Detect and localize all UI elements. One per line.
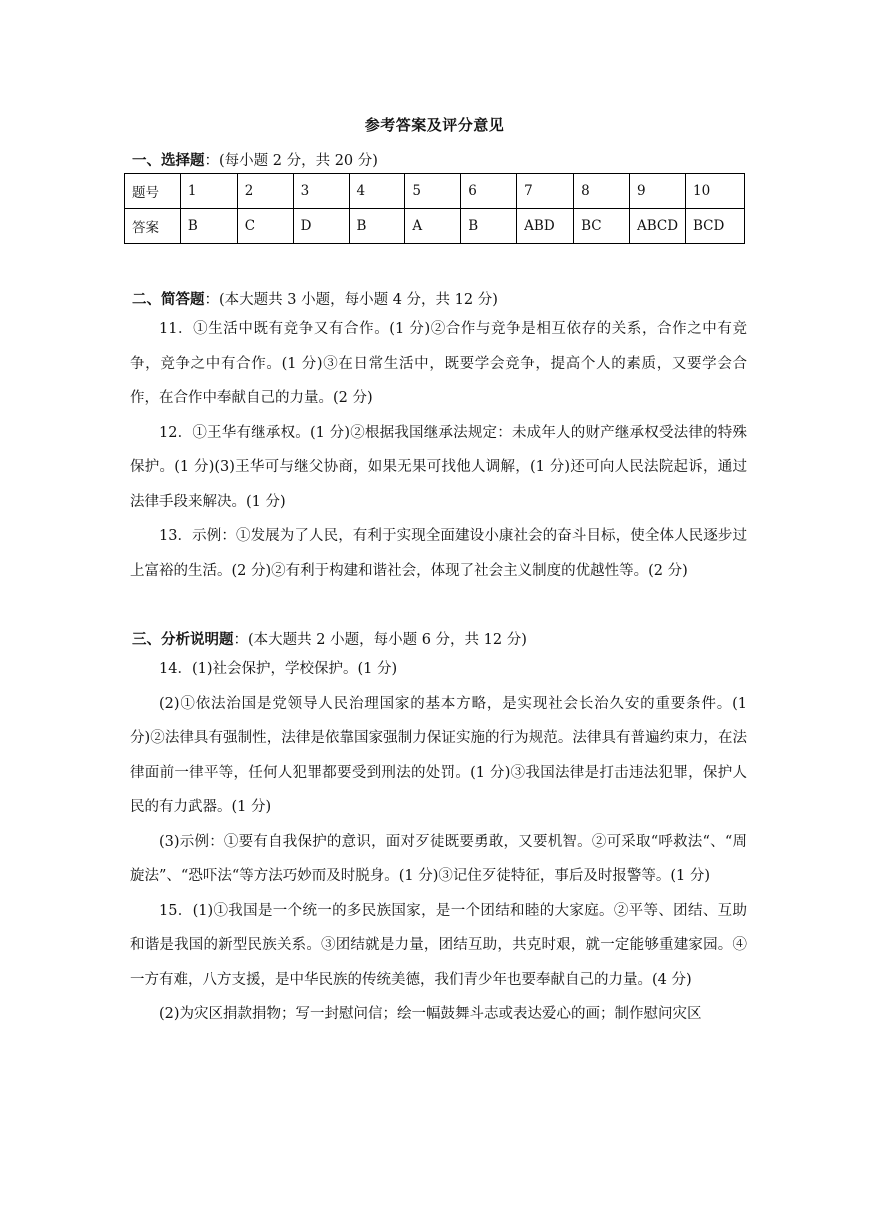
- answer-cell: D: [293, 209, 349, 244]
- section2-heading-note: ：(本大题共 3 小题，每小题 4 分，共 12 分): [204, 292, 498, 308]
- question-number: 8: [574, 174, 630, 209]
- answer-q12: 12．①王华有继承权。(1 分)②根据我国继承法规定：未成年人的财产继承权受法律的特殊保护。(1 分)(3)王华可与继父协商，如果无果可找他人调解，(1 分)还可向人民法院起诉，通过法律手段来解决。(1 分): [130, 424, 747, 510]
- question-number: 2: [237, 174, 293, 209]
- section2-body: [130, 312, 747, 588]
- question-number: 1: [180, 174, 237, 209]
- answer-table: [124, 173, 745, 244]
- question-number: 3: [293, 174, 349, 209]
- section3-heading-note: ：(本大题共 2 小题，每小题 6 分，共 12 分): [233, 632, 527, 648]
- answer-cell: ABD: [517, 209, 574, 244]
- question-number: 9: [630, 174, 686, 209]
- answer-q14-part2: (2)①依法治国是党领导人民治理国家的基本方略，是实现社会长治久安的重要条件。(1 分)②法律具有强制性，法律是依靠国家强制力保证实施的行为规范。法律具有普遍约束力，在法律面前一律平等，任何人犯罪都要受到刑法的处罚。(1 分)③我国法律是打击违法犯罪，保护人民的有力武器。(1 分): [130, 695, 747, 815]
- answer-q14-part1: 14．(1)社会保护，学校保护。(1 分): [159, 661, 398, 677]
- answer-cell: B: [349, 209, 405, 244]
- section3-body: [130, 652, 747, 1032]
- section1-heading-note: ：(每小题 2 分，共 20 分): [204, 153, 378, 169]
- question-number: 7: [517, 174, 574, 209]
- question-number: 5: [405, 174, 461, 209]
- section1-heading-label: 一、选择题: [132, 152, 205, 169]
- question-number: 10: [685, 174, 744, 209]
- row-label-answer: 答案: [125, 209, 181, 244]
- answer-q15-part1: 15．(1)①我国是一个统一的多民族国家，是一个团结和睦的大家庭。②平等、团结、互助和谐是我国的新型民族关系。③团结就是力量，团结互助，共克时艰，就一定能够重建家园。④一方有难，八方支援，是中华民族的传统美德，我们青少年也要奉献自己的力量。(4 分): [130, 902, 747, 988]
- answer-q15-part2: (2)为灾区捐款捐物；写一封慰问信；绘一幅鼓舞斗志或表达爱心的画；制作慰问灾区: [159, 1006, 702, 1022]
- row-label-question: 题号: [125, 174, 181, 209]
- answer-q11: 11．①生活中既有竞争又有合作。(1 分)②合作与竞争是相互依存的关系，合作之中有竞争，竞争之中有合作。(1 分)③在日常生活中，既要学会竞争，提高个人的素质，又要学会合作，在合作中奉献自己的力量。(2 分): [130, 321, 747, 406]
- page-title: 参考答案及评分意见: [364, 116, 505, 134]
- section1-heading: [132, 149, 378, 170]
- table-row-numbers: [125, 174, 745, 209]
- answer-cell: BCD: [685, 209, 744, 244]
- question-number: 6: [461, 174, 517, 209]
- table-row-answers: [125, 209, 745, 244]
- answer-cell: B: [461, 209, 517, 244]
- answer-cell: C: [237, 209, 293, 244]
- answer-q13: 13．示例：①发展为了人民，有利于实现全面建设小康社会的奋斗目标，使全体人民逐步过上富裕的生活。(2 分)②有利于构建和谐社会，体现了社会主义制度的优越性等。(2 分): [130, 528, 747, 579]
- answer-cell: ABCD: [630, 209, 686, 244]
- answer-cell: BC: [574, 209, 630, 244]
- section3-heading-label: 三、分析说明题: [132, 631, 234, 648]
- answer-cell: B: [180, 209, 237, 244]
- answer-cell: A: [405, 209, 461, 244]
- section2-heading: [132, 288, 498, 309]
- answer-q14-part3: (3)示例：①要有自我保护的意识，面对歹徒既要勇敢，又要机智。②可采取“呼救法“、“周旋法”、“恐吓法“等方法巧妙而及时脱身。(1 分)③记住歹徒特征，事后及时报警等。(1 分): [130, 833, 747, 884]
- section3-heading: [132, 628, 527, 649]
- question-number: 4: [349, 174, 405, 209]
- section2-heading-label: 二、简答题: [132, 291, 205, 308]
